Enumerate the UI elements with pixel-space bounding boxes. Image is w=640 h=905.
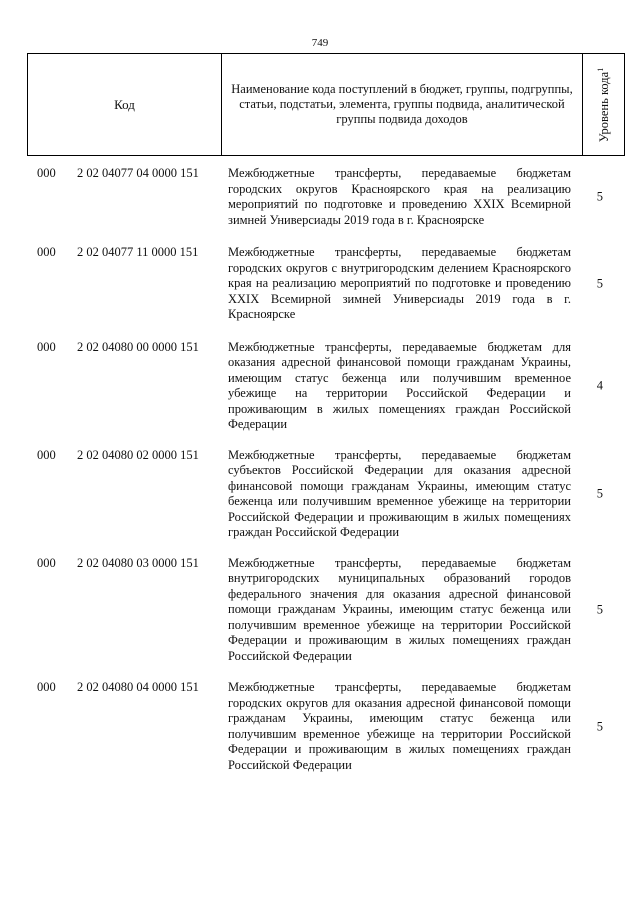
row-level: 4	[596, 378, 603, 393]
table-row	[27, 448, 611, 541]
table-row	[27, 556, 611, 665]
table-header	[27, 53, 625, 156]
header-level-footnote: 1	[595, 67, 605, 72]
table-row	[27, 166, 611, 228]
row-code: 2 02 04080 00 0000 151	[77, 339, 199, 354]
header-name: Наименование кода поступлений в бюджет, группы, подгруппы, статьи, подстатьи, элемента, группы подвида, аналитической группы подвида доходов	[222, 54, 583, 156]
row-level: 5	[596, 189, 603, 204]
row-level: 5	[596, 486, 603, 501]
header-level	[583, 54, 625, 156]
row-description: Межбюджетные трансферты, передаваемые бюджетам для оказания адресной финансовой помощи гражданам Украины, имеющим статус беженца или получившим временное убежище на территории Российской Федерации и проживающим в жилых помещениях граждан Российской Федерации	[228, 339, 571, 431]
row-description: Межбюджетные трансферты, передаваемые бюджетам городских округов Красноярского края на реализацию мероприятий по подготовке и проведению XXIX Всемирной зимней Универсиады 2019 года в г. Красноярске	[228, 166, 571, 227]
header-code: Код	[28, 54, 222, 156]
table-row	[27, 245, 611, 323]
row-description: Межбюджетные трансферты, передаваемые бюджетам городских округов для оказания адресной финансовой помощи гражданам Украины, имеющим статус беженца или получившим временное убежище на территории Российской Федерации и проживающим в жилых помещениях граждан Российской Федерации	[228, 680, 571, 772]
table-row	[27, 680, 611, 773]
table-row	[27, 340, 611, 433]
row-admin-code: 000	[37, 166, 56, 180]
row-code: 2 02 04080 03 0000 151	[77, 555, 199, 570]
row-level: 5	[596, 276, 603, 290]
page-number: 749	[311, 37, 329, 49]
row-admin-code: 000	[37, 447, 56, 462]
header-level-text: Уровень кода	[596, 71, 611, 142]
header-level-label	[595, 67, 611, 141]
row-code: 2 02 04080 02 0000 151	[77, 447, 199, 462]
row-admin-code: 000	[37, 245, 56, 259]
row-admin-code: 000	[37, 555, 56, 570]
row-admin-code: 000	[37, 680, 56, 694]
table-body	[27, 166, 611, 772]
row-code: 2 02 04080 04 0000 151	[77, 680, 199, 694]
row-level: 5	[596, 602, 603, 616]
row-description: Межбюджетные трансферты, передаваемые бюджетам субъектов Российской Федерации для оказания адресной финансовой помощи гражданам Украины, имеющим статус беженца или получившим временное убежище на территории Российской Федерации и проживающим в жилых помещениях граждан Российской Федерации	[228, 447, 571, 539]
row-description: Межбюджетные трансферты, передаваемые бюджетам внутригородских муниципальных образований городов федерального значения для оказания адресной финансовой помощи гражданам Украины, имеющим статус беженца или получившим временное убежище на территории Российской Федерации и проживающим в жилых помещениях граждан Российской Федерации	[228, 555, 571, 663]
row-level: 5	[596, 718, 603, 733]
row-description: Межбюджетные трансферты, передаваемые бюджетам городских округов с внутригородским делением Красноярского края на реализацию мероприятий по подготовке и проведению XXIX Всемирной зимней Универсиады 2019 года в г. Красноярске	[228, 245, 571, 321]
row-code: 2 02 04077 11 0000 151	[77, 245, 199, 259]
row-admin-code: 000	[37, 339, 56, 354]
row-code: 2 02 04077 04 0000 151	[77, 166, 199, 180]
